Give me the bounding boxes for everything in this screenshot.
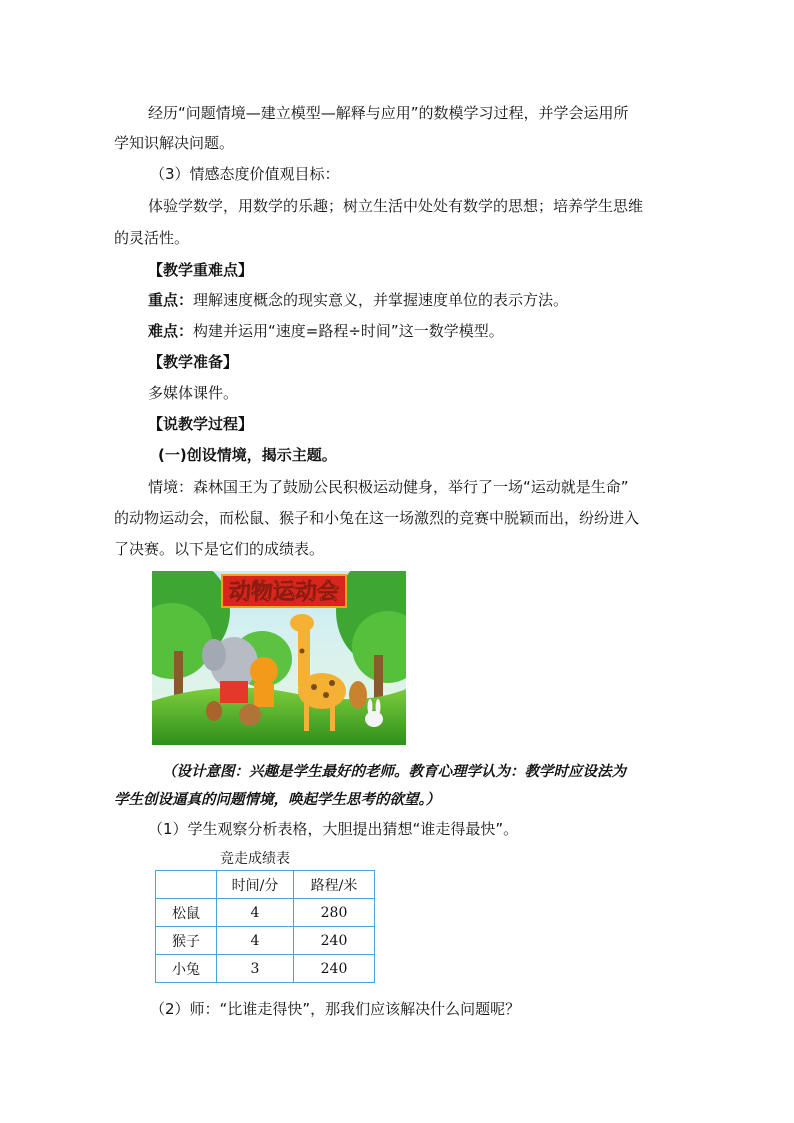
key-point-label: 重点： [148,291,194,309]
story-line: 了决赛。以下是它们的成绩表。 [114,540,325,558]
heading-key-points: 【教学重难点】 [148,261,254,279]
story-line: 情境：森林国王为了鼓励公民积极运动健身，举行了一场“运动就是生命” [148,478,629,496]
paragraph-line: 体验学数学，用数学的乐趣；树立生活中处处有数学的思想；培养学生思维 [148,197,644,215]
key-point-line [148,290,568,310]
table-cell: 4 [217,927,294,955]
score-table [155,870,375,983]
question-one: （1）学生观察分析表格，大胆提出猜想“谁走得最快”。 [148,820,519,838]
table-header-cell [156,871,217,899]
difficulty-label: 难点： [148,322,194,340]
table-header-row [156,871,375,899]
heading-preparation: 【教学准备】 [148,353,239,371]
table-row [156,955,375,983]
squirrel-icon [206,701,222,721]
question-two: （2）师：“比谁走得快”，那我们应该解决什么问题呢？ [150,1000,521,1018]
key-point-text: 理解速度概念的现实意义，并掌握速度单位的表示方法。 [193,291,569,309]
step-one-heading: (一)创设情境，揭示主题。 [158,446,337,464]
illustration-svg [152,571,406,745]
paragraph-line: 经历“问题情境—建立模型—解释与应用”的数模学习过程，并学会运用所 [148,104,629,122]
tiger-icon [250,657,278,685]
design-intent-line: （设计意图：兴趣是学生最好的老师。教育心理学认为：教学时应设法为 [162,763,626,780]
story-line: 的动物运动会，而松鼠、猴子和小兔在这一场激烈的竞赛中脱颖而出，纷纷进入 [114,509,640,527]
table-caption: 竞走成绩表 [220,851,290,867]
table-cell: 4 [217,899,294,927]
table-header-cell: 路程/米 [294,871,375,899]
table-cell: 240 [294,955,375,983]
table-cell: 猴子 [156,927,217,955]
table-row [156,927,375,955]
table-cell: 松鼠 [156,899,217,927]
paragraph-line: 学知识解决问题。 [114,134,235,152]
table-cell: 240 [294,927,375,955]
preparation-text: 多媒体课件。 [148,384,239,402]
kangaroo-icon [349,681,367,709]
table-header-cell: 时间/分 [217,871,294,899]
animal-sports-illustration [152,571,406,745]
difficulty-line [148,321,504,341]
heading-process: 【说教学过程】 [148,415,254,433]
difficulty-text: 构建并运用“速度=路程÷时间”这一数学模型。 [193,322,504,340]
paragraph-line: 的灵活性。 [114,229,190,247]
table-row [156,899,375,927]
monkey-icon [239,704,261,726]
banner-text: 动物运动会 [228,580,340,605]
table-cell: 280 [294,899,375,927]
design-intent-line: 学生创设逼真的问题情境，唤起学生思考的欲望。） [114,791,441,808]
section-heading-3: （3）情感态度价值观目标： [150,165,340,183]
table-cell: 3 [217,955,294,983]
rabbit-icon [365,711,383,727]
table-cell: 小兔 [156,955,217,983]
